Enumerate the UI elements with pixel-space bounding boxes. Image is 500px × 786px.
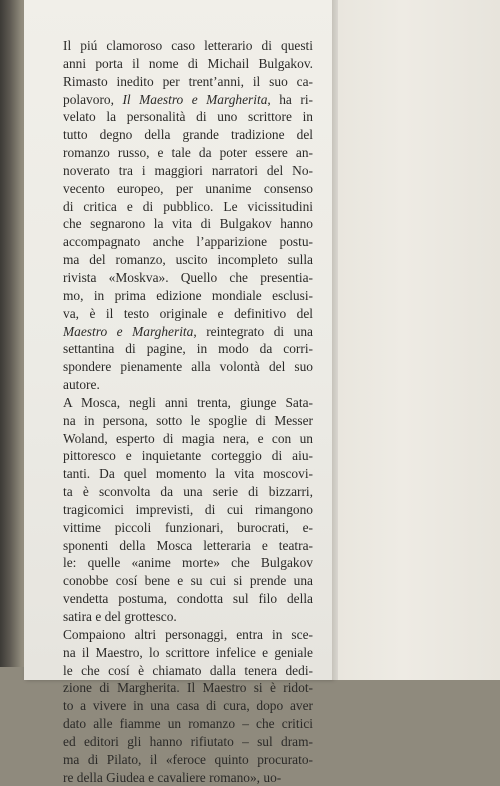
text-line: tragicomici imprevisti, di cui rimangono xyxy=(63,501,313,517)
text-line: A Mosca, negli anni trenta, giunge Sata- xyxy=(63,394,313,410)
text-line: Woland, esperto di magia nera, e con un xyxy=(63,430,313,446)
text-line: le: quelle «anime morte» che Bulgakov xyxy=(63,555,313,571)
text-line: Rimasto inedito per trent’anni, il suo ca- xyxy=(63,73,313,89)
text-line: na il Maestro, lo scrittore infelice e geniale xyxy=(63,644,313,660)
text-line: di critica e di pubblico. Le vicissitudini xyxy=(63,198,313,214)
text-line: mo, in prima edizione mondiale esclusi- xyxy=(63,287,313,303)
text-line: pittoresco e inquietante corteggio di aiu- xyxy=(63,448,313,464)
text-line: ma di Pilato, il «feroce quinto procurato- xyxy=(63,751,313,767)
text-line: satira e del grottesco. xyxy=(63,609,177,624)
text-line: Il piú clamoroso caso letterario di questi xyxy=(63,38,313,53)
text-line: na in persona, sotto le spoglie di Messer xyxy=(63,412,313,428)
text-line: tanti. Da quel momento la vita moscovi- xyxy=(63,466,313,482)
text-line: polavoro, Il Maestro e Margherita, ha ri- xyxy=(63,91,314,107)
text-line: re della Giudea e cavaliere romano», uo- xyxy=(63,769,282,785)
text-line: ta è sconvolta da una serie di bizzarri, xyxy=(63,484,313,500)
text-line: vecento europeo, per unanime consenso xyxy=(63,180,313,196)
text-line: accompagnato anche l’apparizione postu- xyxy=(63,234,313,250)
text-line: vittime piccoli funzionari, burocrati, e- xyxy=(63,519,313,535)
paragraph xyxy=(63,394,313,626)
blurb-text xyxy=(63,37,313,786)
text-line: ma del romanzo, uscito incompleto sulla xyxy=(63,252,313,268)
text-line: tutto degno della grande tradizione del xyxy=(63,127,313,143)
text-line: le che cosí è chiamato dalla tenera dedi- xyxy=(63,662,313,678)
book-page-right xyxy=(338,0,500,680)
text-line: ed editori gli hanno rifiutato – sul dram- xyxy=(63,733,313,749)
text-line: vendetta postuma, condotta sul filo della xyxy=(63,591,313,607)
text-line: to a vivere in una casa di cura, dopo aver xyxy=(63,698,313,714)
text-line: noverato tra i maggiori narratori del No- xyxy=(63,162,313,178)
text-line: Compaiono altri personaggi, entra in sce- xyxy=(63,626,313,642)
italic-title: Maestro e Margherita xyxy=(63,323,194,339)
italic-title: Il Maestro e Margherita xyxy=(122,91,268,107)
text-line: romanzo russo, e tale da poter essere an- xyxy=(63,145,313,161)
text-line: Maestro e Margherita, reintegrato di una xyxy=(63,323,313,339)
paragraph xyxy=(63,37,313,394)
text-line: settantina di pagine, in modo da corri- xyxy=(63,341,313,357)
text-line: rivista «Moskva». Quello che presentia- xyxy=(63,269,313,285)
text-line: conobbe cosí bene e su cui si prende una xyxy=(63,573,313,589)
text-line: anni porta il nome di Michail Bulgakov. xyxy=(63,55,313,71)
text-line: che segnarono la vita di Bulgakov hanno xyxy=(63,216,313,232)
text-line: spondere pienamente alla volontà del suo xyxy=(63,359,313,375)
text-line: autore. xyxy=(63,377,100,393)
text-line: sponenti della Mosca letteraria e teatra- xyxy=(63,537,313,553)
text-line: dato alle fiamme un romanzo – che critici xyxy=(63,716,313,732)
text-line: va, è il testo originale e definitivo del xyxy=(63,305,313,321)
text-line: zione di Margherita. Il Maestro si è ridot- xyxy=(63,680,313,696)
text-line: velato la personalità di uno scrittore in xyxy=(63,109,313,125)
paragraph xyxy=(63,626,313,786)
